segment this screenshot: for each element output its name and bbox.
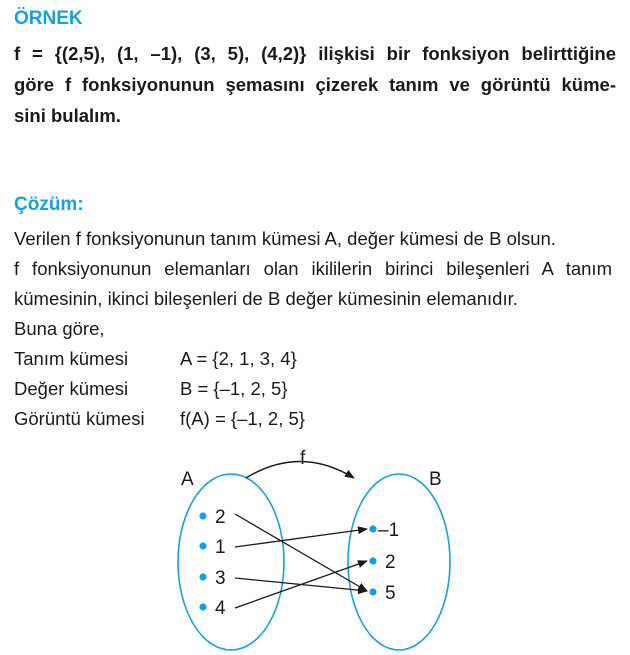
domain-label: Tanım kümesi (14, 348, 129, 369)
set-a-dot (199, 512, 206, 519)
problem-line: göre f fonksiyonunun şemasını çizerek tanım ve görüntü küme- (14, 74, 616, 95)
set-b-dot (369, 588, 376, 595)
domain-value: A = {2, 1, 3, 4} (180, 348, 297, 369)
set-b-element: –1 (378, 520, 400, 541)
set-a-element: 1 (215, 537, 226, 558)
set-a-dot (199, 603, 206, 610)
mapping-arrow (235, 529, 367, 547)
range-label: Görüntü kümesi (14, 408, 145, 429)
set-b-element: 5 (385, 583, 396, 604)
problem-line: f = {(2,5), (1, –1), (3, 5), (4,2)} ilişkisi bir fonksiyon belirttiğine (14, 43, 616, 64)
set-b-dot (369, 557, 376, 564)
set-a-dot (199, 542, 206, 549)
set-a-ellipse (178, 474, 284, 650)
mapping-arrow (235, 561, 367, 608)
range-value: f(A) = {–1, 2, 5} (180, 408, 305, 429)
problem-line: sini bulalım. (14, 105, 121, 126)
set-a-element: 4 (215, 598, 226, 619)
solution-line: kümesinin, ikinci bileşenleri de B değer kümesinin elemanıdır. (14, 288, 518, 309)
set-b-label: B (429, 469, 442, 490)
codomain-label: Değer kümesi (14, 378, 129, 399)
solution-line: Verilen f fonksiyonunun tanım kümesi A, değer kümesi de B olsun. (14, 228, 556, 249)
solution-line: f fonksiyonunun elemanları olan ikililerin birinci bileşenleri A tanım (14, 258, 612, 279)
solution-line: Buna göre, (14, 318, 105, 339)
solution-heading: Çözüm: (14, 194, 84, 215)
set-b-element: 2 (385, 552, 396, 573)
set-a-label: A (181, 469, 194, 490)
function-label: f (300, 448, 306, 469)
set-a-element: 3 (215, 568, 226, 589)
set-b-dot (369, 525, 376, 532)
set-a-element: 2 (215, 507, 226, 528)
example-heading: ÖRNEK (14, 8, 83, 29)
codomain-value: B = {–1, 2, 5} (180, 378, 288, 399)
set-a-dot (199, 573, 206, 580)
